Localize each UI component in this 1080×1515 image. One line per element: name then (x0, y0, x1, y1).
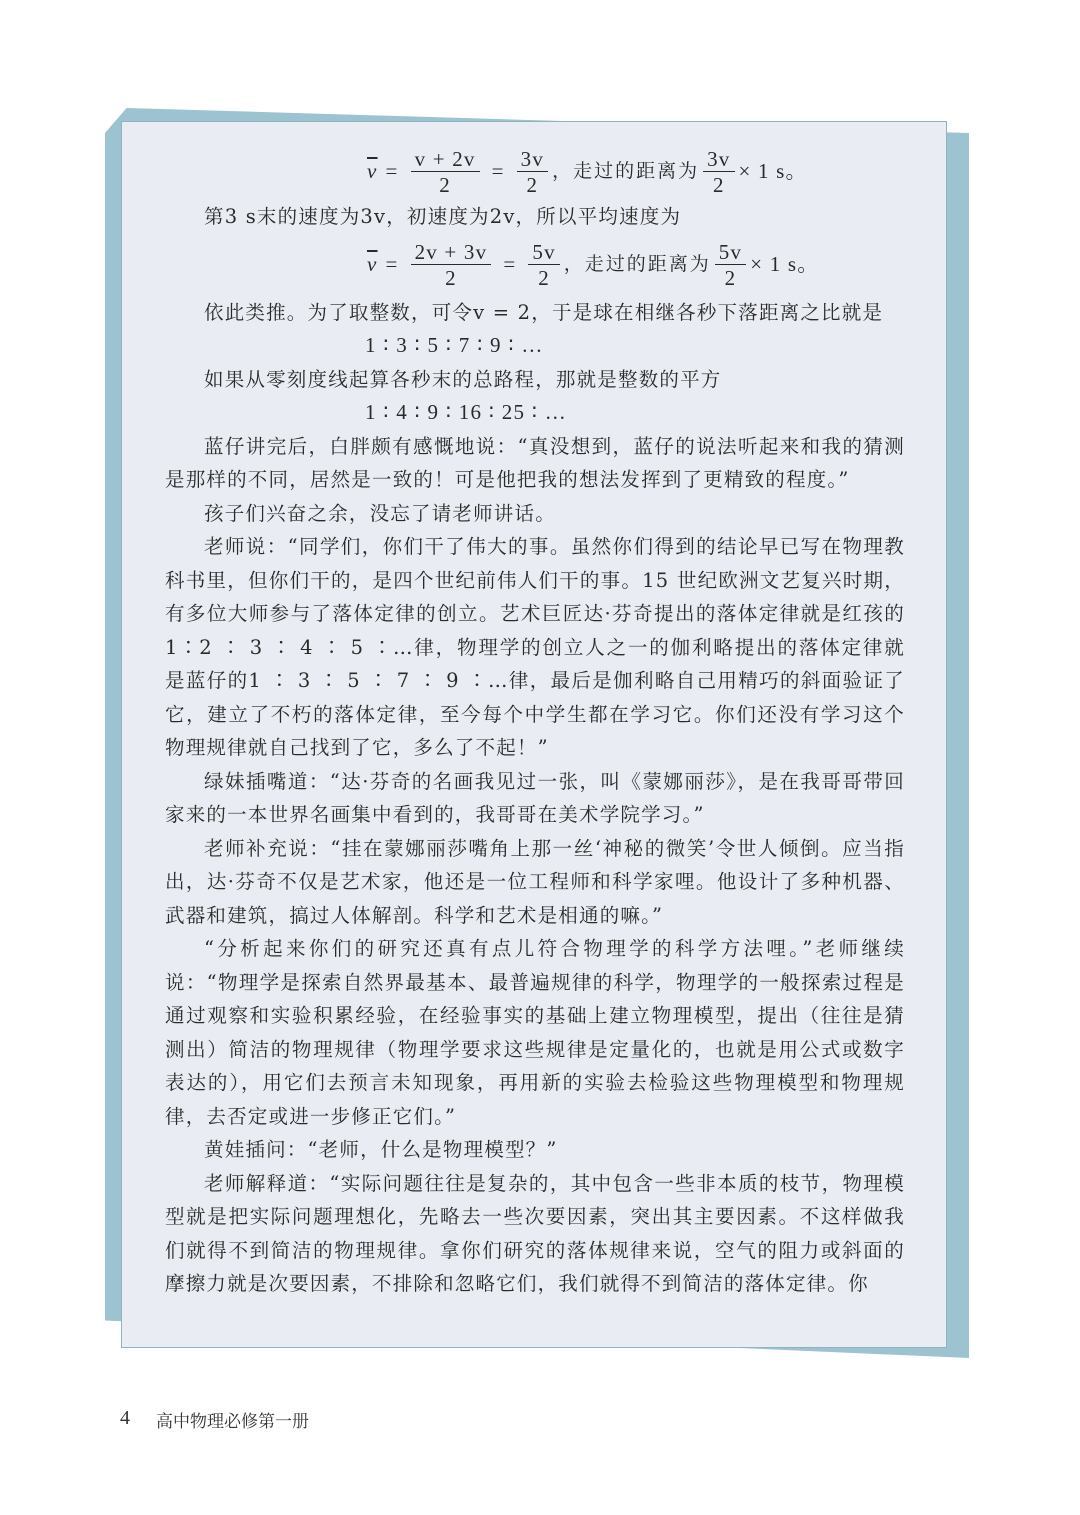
numerator: 3v (517, 148, 548, 172)
numerator: 5v (715, 241, 746, 265)
formula-average-velocity-1 (165, 144, 905, 200)
page-footer (120, 1407, 309, 1432)
denominator: 2 (712, 173, 725, 197)
paragraph: 蓝仔讲完后，白胖颇有感慨地说：“真没想到，蓝仔的说法听起来和我的猜测是那样的不同，居然是一致的！可是他把我的想法发挥到了更精致的程度。” (165, 434, 905, 491)
paragraph: 依此类推。为了取整数，可令v = 2，于是球在相继各秒下落距离之比就是 (204, 300, 884, 324)
equals-sign: = (385, 159, 399, 184)
equals-sign: = (503, 251, 517, 276)
formula-tail: × 1 s。 (750, 251, 820, 276)
paragraph: 老师解释道：“实际问题往往是复杂的，其中包含一些非本质的枝节，物理模型就是把实际问题理想化，先略去一些次要因素，突出其主要因素。不这样做我们就得不到简洁的物理规律。拿你们研究的落体规律来说，空气的阻力或斜面的摩擦力就是次要因素，不排除和忽略它们，我们就得不到简洁的落体定律。你 (165, 1171, 905, 1295)
paragraph: 如果从零刻度线起算各秒末的总路程，那就是整数的平方 (204, 367, 722, 391)
fraction (517, 148, 548, 196)
card-content (165, 144, 905, 1301)
fraction (411, 148, 480, 196)
paragraph: 老师说：“同学们，你们干了伟大的事。虽然你们得到的结论早已写在物理教科书里，但你们干的，是四个世纪前伟人们干的事。15 世纪欧洲文艺复兴时期，有多位大师参与了落体定律的创立。艺术巨匠达·芬奇提出的落体定律就是红孩的1∶2 ∶ 3 ∶ 4 ∶ 5 ∶…律，物理学的创立人之一的伽利略提出的落体定律就是蓝仔的1 ∶ 3 ∶ 5 ∶ 7 ∶ 9 ∶…律，最后是伽利略自己用精巧的斜面验证了它，建立了不朽的落体定律，至今每个中学生都在学习它。你们还没有学习这个物理规律就自己找到了它，多么了不起！” (165, 535, 905, 759)
reading-card (121, 121, 947, 1348)
denominator: 2 (439, 173, 451, 197)
formula-tail: × 1 s。 (738, 159, 808, 184)
denominator: 2 (538, 265, 550, 290)
paragraph: 第3 s末的速度为3v，初速度为2v，所以平均速度为 (204, 205, 682, 228)
ratio-squares: 1 ∶ 4 ∶ 9 ∶ 16 ∶ 25 ∶ … (365, 400, 567, 424)
paragraph: 老师补充说：“挂在蒙娜丽莎嘴角上那一丝‘神秘的微笑’令世人倾倒。应当指出，达·芬奇不仅是艺术家，他还是一位工程师和科学家哩。他设计了多种机器、武器和建筑，搞过人体解剖。科学和艺术是相通的嘛。” (165, 836, 905, 927)
numerator: 3v (703, 148, 734, 172)
book-title: 高中物理必修第一册 (156, 1412, 309, 1432)
numerator: 2v + 3v (411, 241, 492, 265)
fraction (528, 241, 559, 289)
equals-sign: = (491, 159, 505, 184)
formula-lhs: $\overline{v}$ (367, 251, 378, 276)
paragraph: 绿妹插嘴道：“达·芬奇的名画我见过一张，叫《蒙娜丽莎》，是在我哥哥带回家来的一本世界名画集中看到的，我哥哥在美术学院学习。” (165, 769, 905, 826)
denominator: 2 (526, 173, 539, 197)
fraction (411, 241, 492, 289)
formula-text: ，走过的距离为 (563, 252, 711, 275)
numerator: v + 2v (411, 148, 480, 172)
denominator: 2 (445, 265, 457, 290)
paragraph: 孩子们兴奋之余，没忘了请老师讲话。 (204, 501, 556, 525)
formula-lhs: $\overline{v}$ (367, 159, 378, 184)
fraction (703, 148, 734, 196)
paragraph: 黄娃插问：“老师，什么是物理模型？” (204, 1138, 558, 1161)
formula-text: ，走过的距离为 (552, 160, 700, 183)
ratio-odd-numbers: 1 ∶ 3 ∶ 5 ∶ 7 ∶ 9 ∶ … (365, 333, 544, 357)
formula-average-velocity-2 (165, 234, 905, 296)
numerator: 5v (528, 241, 559, 265)
denominator: 2 (724, 265, 737, 290)
equals-sign: = (385, 251, 399, 276)
paragraph: “分析起来你们的研究还真有点儿符合物理学的科学方法哩。”老师继续说：“物理学是探索自然界最基本、最普遍规律的科学，物理学的一般探索过程是通过观察和实验积累经验，在经验事实的基础上建立物理模型，提出（往往是猜测出）简洁的物理规律（物理学要求这些规律是定量化的，也就是用公式或数字表达的），用它们去预言未知现象，再用新的实验去检验这些物理模型和物理规律，去否定或进一步修正它们。” (165, 937, 905, 1128)
fraction (715, 241, 746, 289)
page-number: 4 (120, 1407, 130, 1429)
